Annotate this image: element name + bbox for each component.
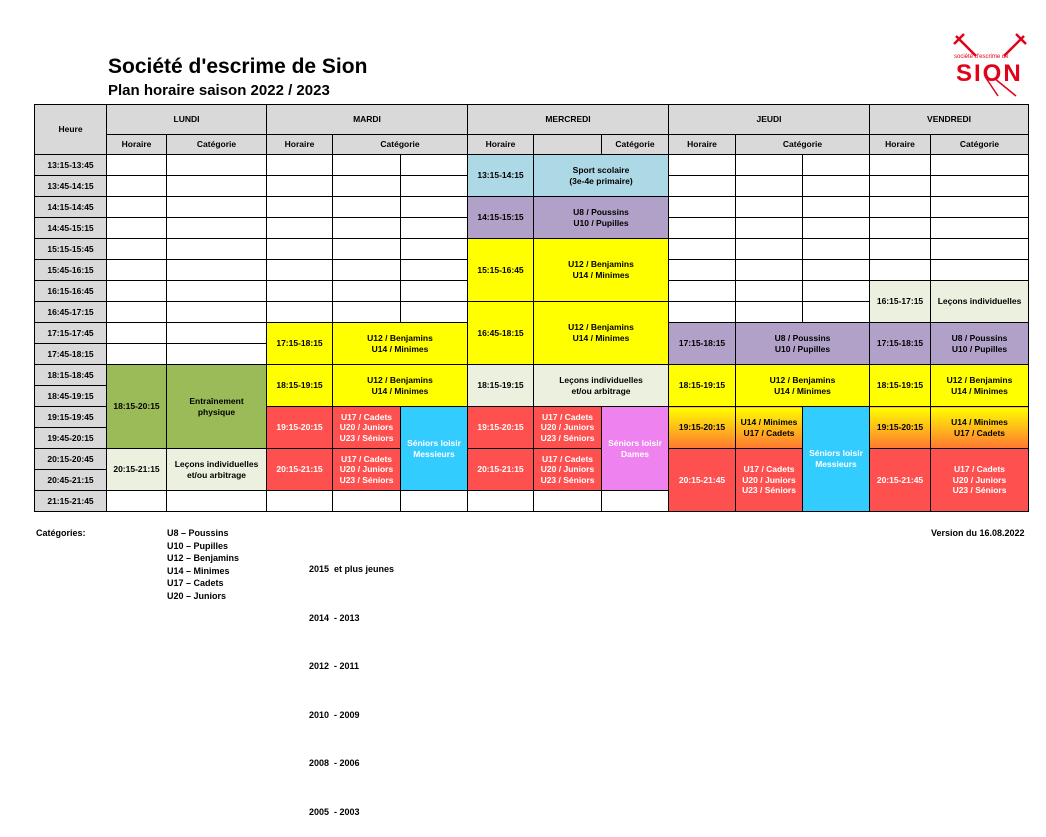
page-title: Société d'escrime de Sion [108, 55, 368, 78]
mer-b4-cat: U12 / Benjamins U14 / Minimes [534, 302, 669, 365]
mer-b5-cat: Leçons individuelles et/ou arbitrage [534, 365, 669, 407]
ven-b3-cat: U14 / Minimes U17 / Cadets [931, 407, 1029, 449]
slot-label: 14:45-15:15 [35, 218, 107, 239]
mer-b7-cat: U17 / Cadets U20 / Juniors U23 / Séniors [534, 449, 602, 491]
jeu-b2-time: 18:15-19:15 [669, 365, 736, 407]
col-categorie: Catégorie [736, 135, 870, 155]
ven-b2-time: 18:15-19:15 [870, 365, 931, 407]
legend-year: 2005 - 2003 [309, 806, 360, 817]
slot-label: 21:15-21:45 [35, 491, 107, 512]
mer-b3-cat: U12 / Benjamins U14 / Minimes [534, 239, 669, 302]
legend-cat: U20 – Juniors [167, 590, 227, 601]
ven-b4-cat: U17 / Cadets U20 / Juniors U23 / Séniors [931, 449, 1029, 512]
mer-loisir: Séniors loisir Dames [602, 407, 669, 491]
legend-year: 2014 - 2013 [309, 612, 360, 623]
ven-b1-cat: U8 / Poussins U10 / Pupilles [931, 323, 1029, 365]
col-horaire: Horaire [468, 135, 534, 155]
slot-label: 13:45-14:15 [35, 176, 107, 197]
legend-cat: U14 – Minimes [167, 565, 230, 576]
jeu-b3-cat: U14 / Minimes U17 / Cadets [736, 407, 803, 449]
legend-cat: U10 – Pupilles [167, 540, 229, 551]
col-horaire: Horaire [870, 135, 931, 155]
jeu-b1-cat: U8 / Poussins U10 / Pupilles [736, 323, 870, 365]
slot-label: 14:15-14:45 [35, 197, 107, 218]
jeu-loisir: Séniors loisir Messieurs [803, 407, 870, 512]
mer-b1-cat: Sport scolaire (3e-4e primaire) [534, 155, 669, 197]
jeu-b3-time: 19:15-20:15 [669, 407, 736, 449]
jeu-b1-time: 17:15-18:15 [669, 323, 736, 365]
slot-label: 16:15-16:45 [35, 281, 107, 302]
jeu-b4-time: 20:15-21:45 [669, 449, 736, 512]
schedule-table [34, 104, 1029, 512]
lun-b2-cat: Leçons individuelles et/ou arbitrage [167, 449, 267, 491]
mar-b3-time: 19:15-20:15 [267, 407, 333, 449]
mar-b4-cat: U17 / Cadets U20 / Juniors U23 / Séniors [333, 449, 401, 491]
slot-label: 18:45-19:15 [35, 386, 107, 407]
slot-label: 18:15-18:45 [35, 365, 107, 386]
club-logo [950, 32, 1030, 100]
ven-b1-time: 17:15-18:15 [870, 323, 931, 365]
jeu-b4-cat: U17 / Cadets U20 / Juniors U23 / Séniors [736, 449, 803, 512]
col-horaire: Horaire [267, 135, 333, 155]
lun-b2-time: 20:15-21:15 [107, 449, 167, 491]
legend-cat: U12 – Benjamins [167, 553, 240, 563]
mer-b7-time: 20:15-21:15 [468, 449, 534, 491]
mar-b1-time: 17:15-18:15 [267, 323, 333, 365]
mer-b3-time: 15:15-16:45 [468, 239, 534, 302]
day-mercredi: MERCREDI [468, 105, 669, 135]
mer-b2-cat: U8 / Poussins U10 / Pupilles [534, 197, 669, 239]
mer-b2-time: 14:15-15:15 [468, 197, 534, 239]
mar-b2-time: 18:15-19:15 [267, 365, 333, 407]
legend-cat: U17 – Cadets [167, 578, 224, 588]
day-lundi: LUNDI [107, 105, 267, 135]
legend-categories [167, 528, 239, 603]
mer-b6-time: 19:15-20:15 [468, 407, 534, 449]
col-categorie: Catégorie [602, 135, 669, 155]
mar-b2-cat: U12 / Benjamins U14 / Minimes [333, 365, 468, 407]
mar-loisir: Séniors loisir Messieurs [401, 407, 468, 491]
mar-b1-cat: U12 / Benjamins U14 / Minimes [333, 323, 468, 365]
col-categorie: Catégorie [931, 135, 1029, 155]
mer-b4-time: 16:45-18:15 [468, 302, 534, 365]
logo-big-text: SION [956, 60, 1023, 87]
lun-b1-time: 18:15-20:15 [107, 365, 167, 449]
slot-label: 19:45-20:15 [35, 428, 107, 449]
slot-label: 20:45-21:15 [35, 470, 107, 491]
slot-label: 13:15-13:45 [35, 155, 107, 176]
jeu-b2-cat: U12 / Benjamins U14 / Minimes [736, 365, 870, 407]
ven-b0-cat: Leçons individuelles [931, 281, 1029, 323]
legend-years [309, 528, 394, 837]
slot-label: 19:15-19:45 [35, 407, 107, 428]
heure-header: Heure [35, 105, 107, 155]
col-horaire: Horaire [107, 135, 167, 155]
slot-label: 20:15-20:45 [35, 449, 107, 470]
legend-year: 2015 et plus jeunes [309, 564, 395, 574]
page-subtitle: Plan horaire saison 2022 / 2023 [108, 82, 330, 99]
day-jeudi: JEUDI [669, 105, 870, 135]
col-categorie: Catégorie [333, 135, 468, 155]
mer-b1-time: 13:15-14:15 [468, 155, 534, 197]
slot-label: 15:15-15:45 [35, 239, 107, 260]
slot-label: 17:45-18:15 [35, 344, 107, 365]
ven-b3-time: 19:15-20:15 [870, 407, 931, 449]
legend-year: 2012 - 2011 [309, 661, 360, 671]
slot-label: 17:15-17:45 [35, 323, 107, 344]
ven-b2-cat: U12 / Benjamins U14 / Minimes [931, 365, 1029, 407]
day-mardi: MARDI [267, 105, 468, 135]
logo-small-text: société d'escrime de [954, 54, 1009, 60]
col-blank [534, 135, 602, 155]
slot-label: 15:45-16:15 [35, 260, 107, 281]
col-horaire: Horaire [669, 135, 736, 155]
ven-b0-time: 16:15-17:15 [870, 281, 931, 323]
ven-b4-time: 20:15-21:45 [870, 449, 931, 512]
mer-b5-time: 18:15-19:15 [468, 365, 534, 407]
legend-cat: U8 – Poussins [167, 528, 229, 538]
day-vendredi: VENDREDI [870, 105, 1029, 135]
legend-label: Catégories: [36, 528, 86, 538]
mar-b3-cat: U17 / Cadets U20 / Juniors U23 / Séniors [333, 407, 401, 449]
col-categorie: Catégorie [167, 135, 267, 155]
mer-b6-cat: U17 / Cadets U20 / Juniors U23 / Séniors [534, 407, 602, 449]
legend-year: 2008 - 2006 [309, 758, 360, 768]
version-text: Version du 16.08.2022 [931, 528, 1025, 538]
legend-year: 2010 - 2009 [309, 709, 360, 720]
slot-label: 16:45-17:15 [35, 302, 107, 323]
mar-b4-time: 20:15-21:15 [267, 449, 333, 491]
lun-b1-cat: Entraînement physique [167, 365, 267, 449]
